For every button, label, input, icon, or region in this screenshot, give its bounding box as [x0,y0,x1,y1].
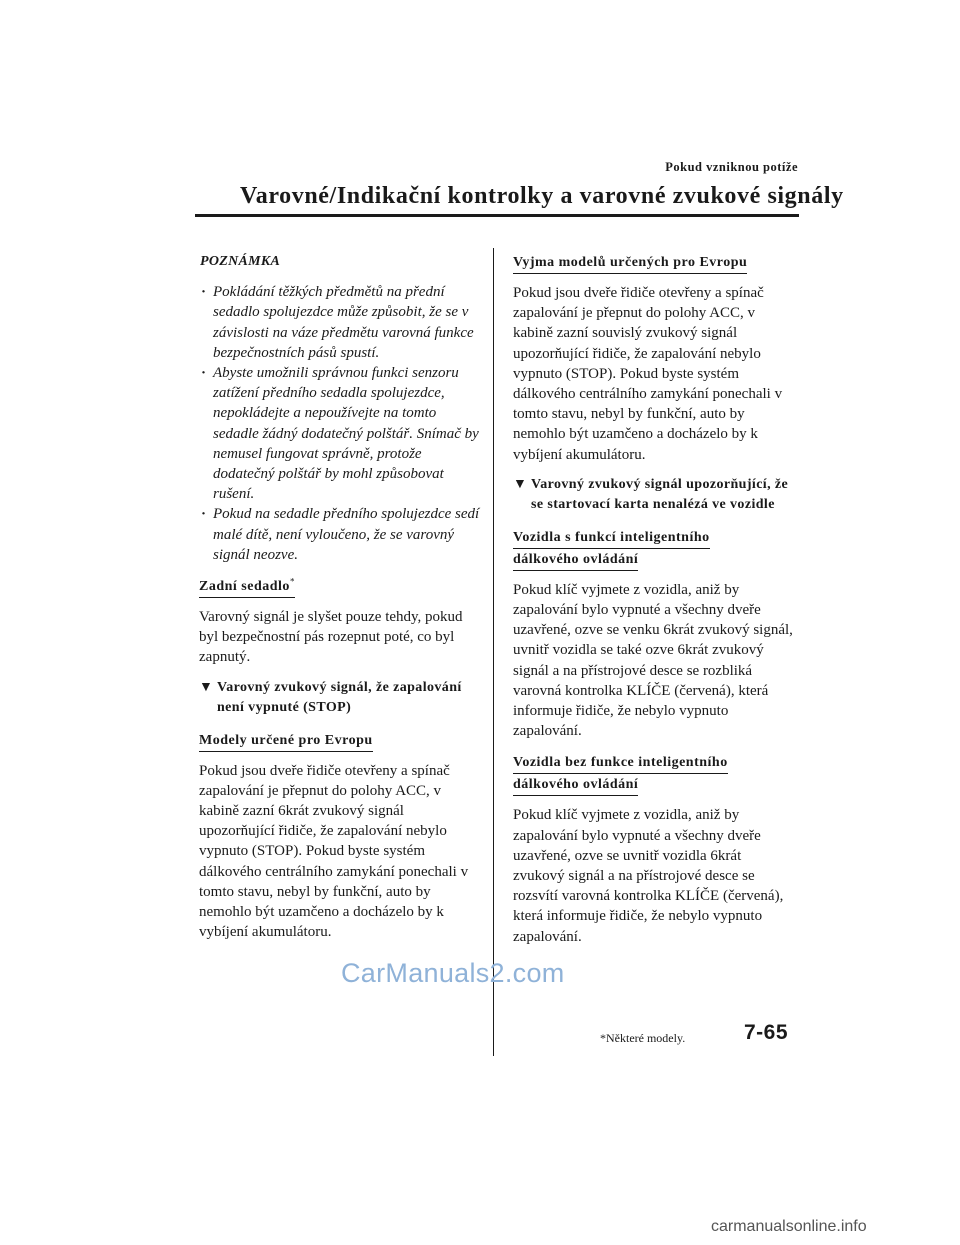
no-smart-key-text: Pokud klíč vyjmete z vozidla, aniž by zapalování bylo vypnuté a všechny dveře uzavřené, ozve se uvnitř vozidla 6krát zvukový signál a na přístrojové desce se rozsvítí varovná kontrolka KLÍČE (červená), která informuje řidiče, že nebylo vypnuto zapalování. [513,807,784,945]
footnote: *Některé modely. [600,1031,686,1045]
smart-key-heading-block [513,528,796,571]
smart-key-heading-line2: dálkového ovládání [513,550,638,571]
left-column [199,252,481,942]
footnote-marker: * [289,576,295,587]
rear-seat-heading: Zadní sedadlo* [199,577,295,598]
header-rule [195,214,799,217]
note-item: · Pokládání těžkých předmětů na přední sedadlo spolujezdce může způsobit, že se v závislosti na váze předmětu varovná funkce bezpečnostních pásů spustí. [199,282,481,363]
page-number: 7-65 [744,1021,789,1044]
no-smart-key-heading-line1: Vozidla bez funkce inteligentního [513,753,728,774]
rear-seat-text: Varovný signál je slyšet pouze tehdy, pokud byl bezpečnostní pás rozepnut poté, co byl zapnutý. [199,609,463,666]
non-europe-heading: Vyjma modelů určených pro Evropu [513,253,747,274]
site-watermark: carmanualsonline.info [711,1218,867,1235]
chapter-title: Pokud vzniknou potíže [665,160,798,174]
ignition-warning-heading: ▼ Varovný zvukový signál, že zapalování není vypnuté (STOP) [199,679,462,716]
triangle-down-icon: ▼ [513,476,528,492]
no-smart-key-heading-line2: dálkového ovládání [513,775,638,796]
europe-text: Pokud jsou dveře řidiče otevřeny a spínač zapalování je přepnut do polohy ACC, v kabině zazní 6krát zvukový signál upozorňující řidiče, že zapalování nebylo vypnuto (STOP). Pokud byste systém dálkového centrálního zamykání ponechali v tomto stavu, nebyl by funkční, auto by nemohlo být uzamčeno a docházelo by k vybíjení akumulátoru. [199,762,469,941]
no-smart-key-heading-block [513,753,796,796]
non-europe-heading-block [513,253,796,274]
europe-heading: Modely určené pro Evropu [199,731,373,752]
right-column [513,252,796,947]
note-item: · Pokud na sedadle předního spolujezdce sedí malé dítě, není vyloučeno, že se varovný signál neozve. [199,504,481,565]
watermark: CarManuals2.com [341,958,565,988]
note-heading: POZNÁMKA [200,254,281,269]
non-europe-text: Pokud jsou dveře řidiče otevřeny a spínač zapalování je přepnut do polohy ACC, v kabině zazní souvislý zvukový signál upozorňující řidiče, že zapalování nebylo vypnuto (STOP). Pokud byste systém dálkového centrálního zamykání ponechali v tomto stavu, nebyl by funkční, auto by nemohlo být uzamčeno a docházelo by k vybíjení akumulátoru. [513,285,783,463]
column-divider [493,248,494,1056]
triangle-down-icon: ▼ [199,679,214,695]
note-item: · Abyste umožnili správnou funkci senzoru zatížení předního sedadla spolujezdce, nepokládejte a nepoužívejte na tomto sedadle žádný dodatečný polštář. Snímač by nemusel fungovat správně, protože dodatečný polštář by mohl způsobovat rušení. [199,363,481,504]
section-title: Varovné/Indikační kontrolky a varovné zvukové signály [240,183,844,209]
note-list [199,282,481,565]
europe-heading-block [199,731,481,752]
rear-seat-heading-block [199,577,481,598]
smart-key-heading-line1: Vozidla s funkcí inteligentního [513,528,710,549]
smart-key-text: Pokud klíč vyjmete z vozidla, aniž by zapalování bylo vypnuté a všechny dveře uzavřené, ozve se venku 6krát zvukový signál, uvnitř vozidla se také ozve 6krát zvukový signál a na přístrojové desce se rozbliká varovná kontrolka KLÍČE (červená), která informuje řidiče, že nebylo vypnuto zapalování. [513,581,793,740]
card-warning-heading: ▼ Varovný zvukový signál upozorňující, že se startovací karta nenalézá ve vozidle [513,476,789,513]
